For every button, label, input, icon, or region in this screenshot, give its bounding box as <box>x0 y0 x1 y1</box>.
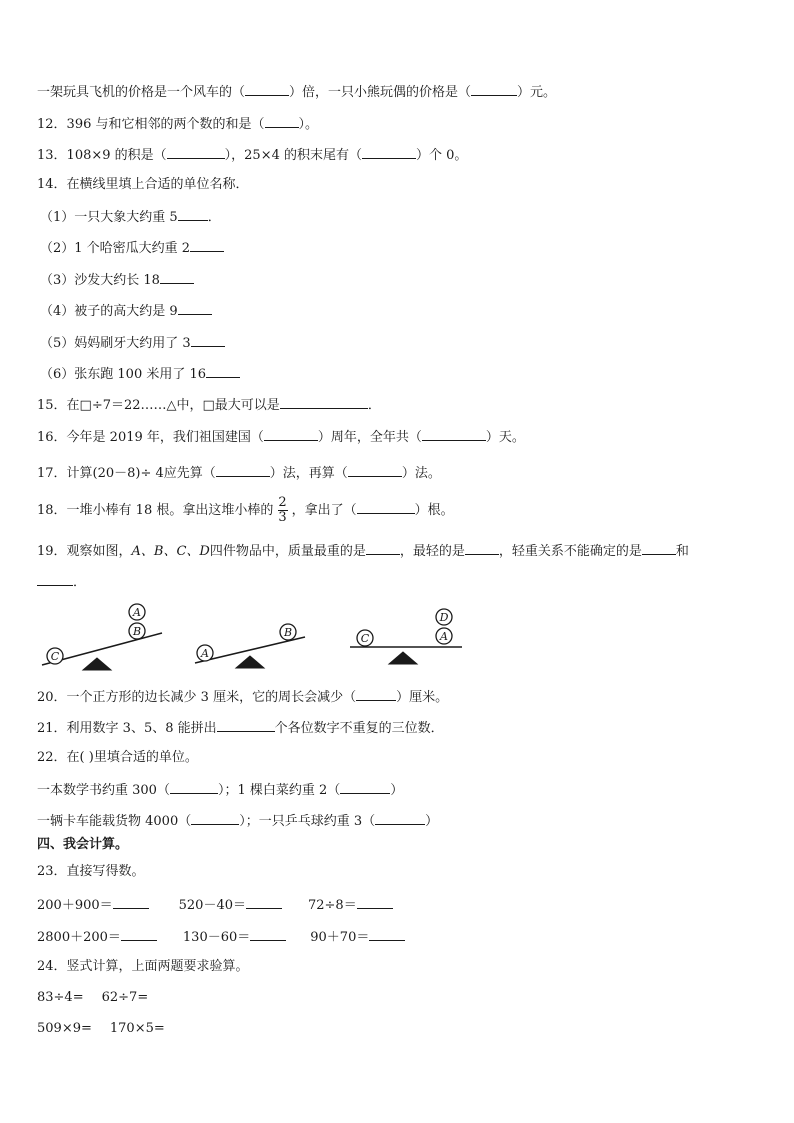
answer-blank[interactable] <box>190 238 224 252</box>
answer-blank[interactable] <box>422 427 486 441</box>
answer-blank[interactable] <box>369 927 405 941</box>
question-14-item-1: （1）一只大象大约重 5 ． <box>40 207 221 227</box>
answer-blank[interactable] <box>375 811 425 825</box>
question-19-cont: ． <box>37 572 86 592</box>
answer-blank[interactable] <box>357 500 415 514</box>
vertical-calc-row-1: 83÷4= 62÷7= <box>37 990 149 1005</box>
answer-blank[interactable] <box>357 895 393 909</box>
question-15: 15．在□÷7＝22……△中，□最大可以是 ． <box>37 395 381 415</box>
question-23-title: 23．直接写得数。 <box>37 864 145 879</box>
answer-blank[interactable] <box>160 270 194 284</box>
answer-blank[interactable] <box>167 145 225 159</box>
calc-row-2: 2800＋200＝ 130－60＝ 90＋70＝ <box>37 927 405 947</box>
object-label: B <box>132 625 142 638</box>
answer-blank[interactable] <box>366 541 400 555</box>
question-11: 一架玩具飞机的价格是一个风车的（ ）倍，一只小熊玩偶的价格是（ ）元。 <box>37 82 556 102</box>
answer-blank[interactable] <box>245 82 289 96</box>
question-14-title: 14．在横线里填上合适的单位名称． <box>37 177 249 192</box>
answer-blank[interactable] <box>170 780 218 794</box>
question-14-item-5: （5）妈妈刷牙大约用了 3 <box>40 333 225 353</box>
balance-scale-2 <box>195 624 305 668</box>
answer-blank[interactable] <box>113 895 149 909</box>
answer-blank[interactable] <box>280 395 368 409</box>
object-label: A <box>201 647 209 660</box>
question-14-item-4: （4）被子的高大约是 9 <box>40 301 212 321</box>
question-13: 13．108×9 的积是（ ），25×4 的积末尾有（ ）个 0。 <box>37 145 467 165</box>
answer-blank[interactable] <box>37 572 73 586</box>
question-14-item-6: （6）张东跑 100 米用了 16 <box>40 364 240 384</box>
question-18: 18．一堆小棒有 18 根。拿出这堆小棒的 $\frac{2}{3}$ ，拿出了（ ）根。 <box>37 495 454 525</box>
question-19: 19．观察如图，A、B、C、D四件物品中，质量最重的是 ，最轻的是 ，轻重关系不能确定的是 和 <box>37 541 689 561</box>
question-16: 16．今年是 2019 年，我们祖国建国（ ）周年，全年共（ ）天。 <box>37 427 525 447</box>
question-22-line-2: 一辆卡车能载货物 4000（ ）；一只乒乓球约重 3（ ） <box>37 811 438 831</box>
question-22-line-1: 一本数学书约重 300（ ）；1 棵白菜约重 2（ ） <box>37 780 403 800</box>
answer-blank[interactable] <box>217 718 275 732</box>
balance-scale-1 <box>42 604 162 670</box>
answer-blank[interactable] <box>178 301 212 315</box>
object-label: A <box>440 630 448 643</box>
answer-blank[interactable] <box>348 463 402 477</box>
answer-blank[interactable] <box>340 780 390 794</box>
question-22: 22．在( )里填合适的单位。 <box>37 750 198 765</box>
answer-blank[interactable] <box>265 114 299 128</box>
answer-blank[interactable] <box>206 364 240 378</box>
question-14-item-2: （2）1 个哈密瓜大约重 2 <box>40 238 224 258</box>
section-heading: 四、我会计算。 <box>37 837 129 852</box>
calc-row-1: 200＋900＝ 520－40＝ 72÷8＝ <box>37 895 393 915</box>
answer-blank[interactable] <box>356 687 396 701</box>
answer-blank[interactable] <box>362 145 416 159</box>
answer-blank[interactable] <box>471 82 517 96</box>
object-label: D <box>439 611 449 624</box>
balance-scale-3 <box>350 609 462 664</box>
balance-scales-figure <box>37 600 467 672</box>
answer-blank[interactable] <box>216 463 270 477</box>
question-21: 21．利用数字 3、5、8 能拼出 个各位数字不重复的三位数． <box>37 718 444 738</box>
fraction: $\frac{2}{3}$ <box>278 495 287 525</box>
answer-blank[interactable] <box>264 427 318 441</box>
question-24-title: 24．竖式计算，上面两题要求验算。 <box>37 959 249 974</box>
answer-blank[interactable] <box>246 895 282 909</box>
question-14-item-3: （3）沙发大约长 18 <box>40 270 194 290</box>
answer-blank[interactable] <box>178 207 208 221</box>
question-12: 12．396 与和它相邻的两个数的和是（ ）。 <box>37 114 318 134</box>
object-label: B <box>283 626 293 639</box>
answer-blank[interactable] <box>191 811 239 825</box>
answer-blank[interactable] <box>642 541 676 555</box>
answer-blank[interactable] <box>250 927 286 941</box>
answer-blank[interactable] <box>465 541 499 555</box>
answer-blank[interactable] <box>121 927 157 941</box>
question-17: 17．计算(20－8)÷ 4应先算（ ）法，再算（ ）法。 <box>37 463 441 483</box>
object-label: A <box>133 606 141 619</box>
object-label: C <box>360 632 370 645</box>
question-20: 20．一个正方形的边长减少 3 厘米，它的周长会减少（ ）厘米。 <box>37 687 448 707</box>
object-label: C <box>50 650 60 663</box>
answer-blank[interactable] <box>191 333 225 347</box>
vertical-calc-row-2: 509×9= 170×5= <box>37 1021 165 1036</box>
